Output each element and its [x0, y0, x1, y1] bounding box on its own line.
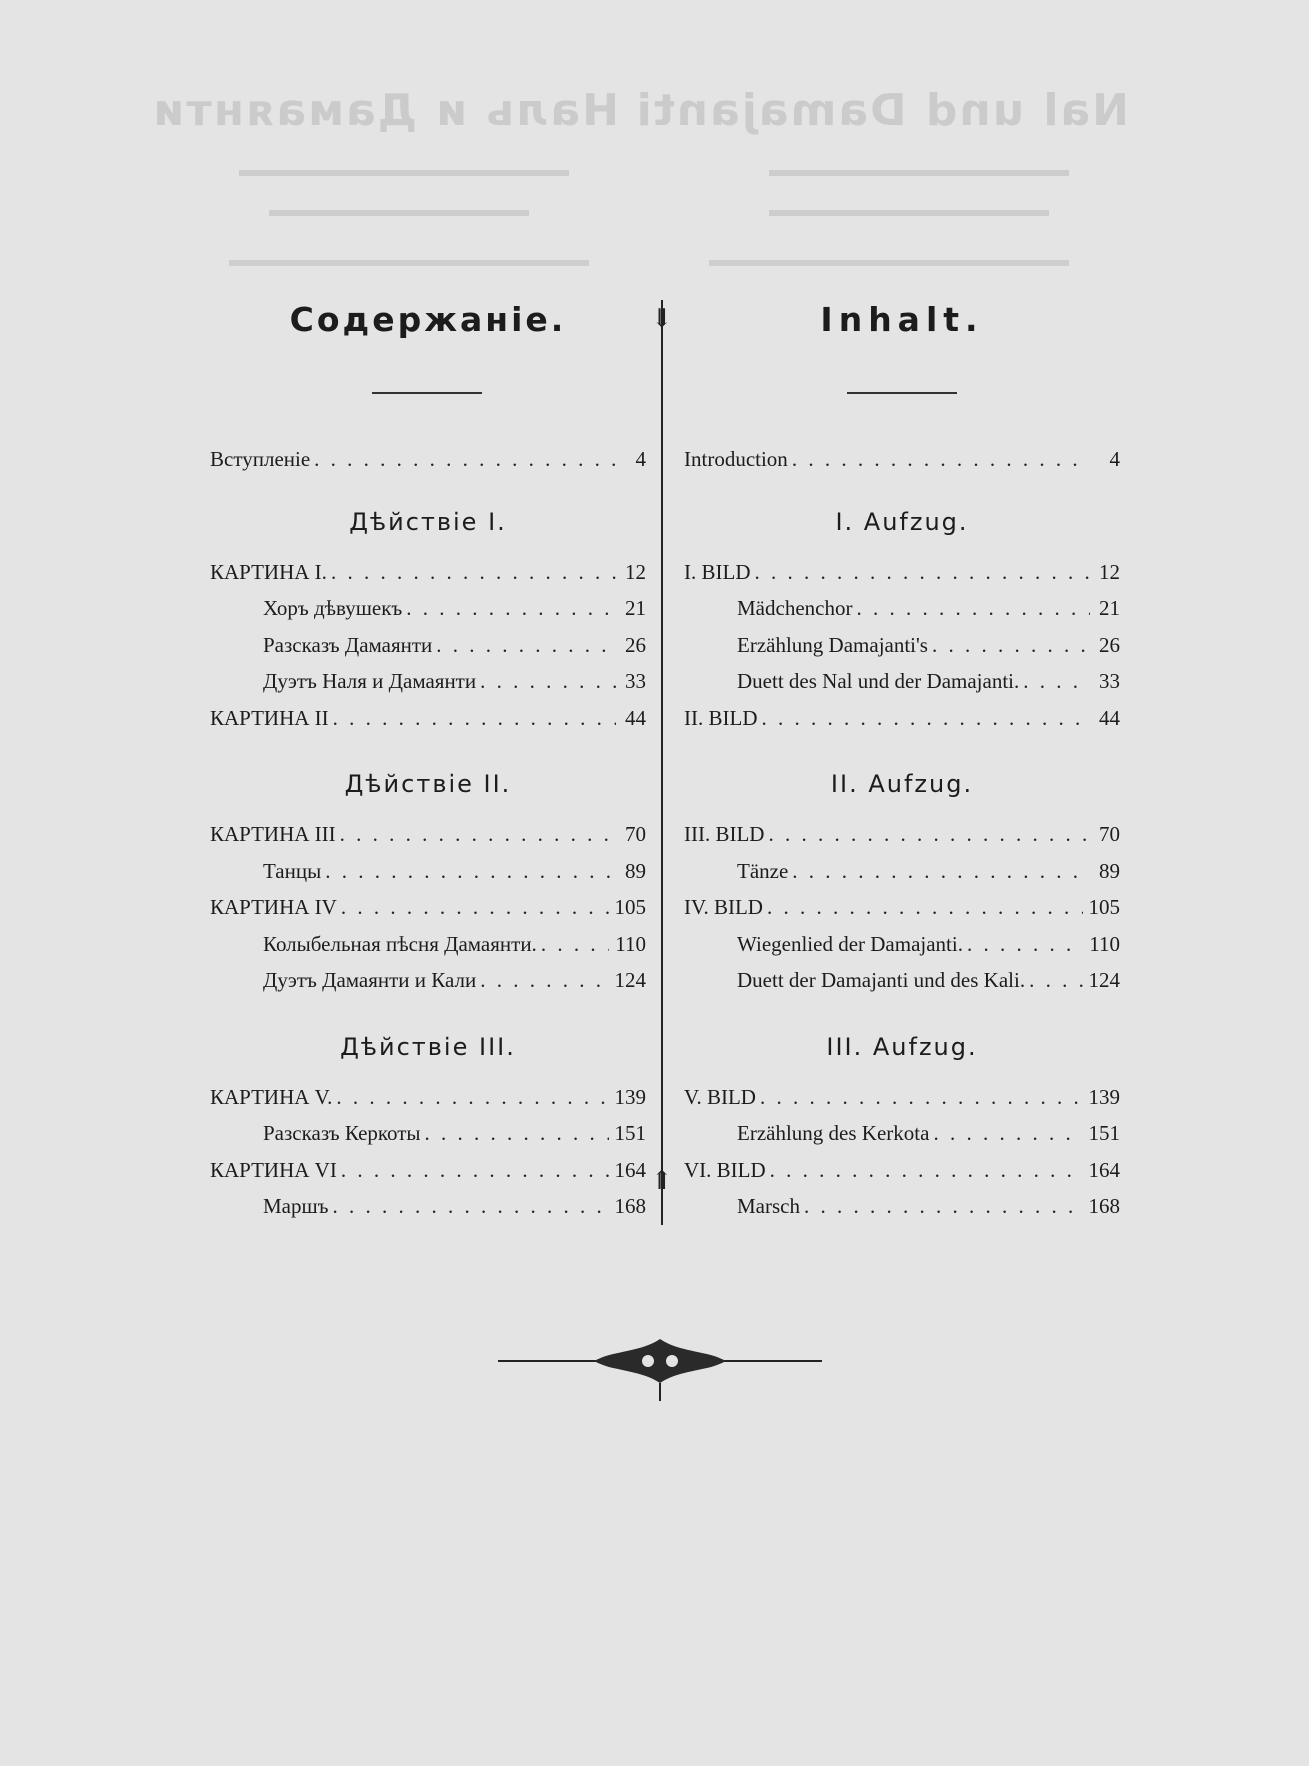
toc-page-number: 164 [614, 1157, 646, 1182]
toc-leader-dots [755, 560, 1091, 585]
center-divider [661, 300, 663, 1225]
toc-leader-dots [804, 1194, 1083, 1219]
toc-entry[interactable] [263, 1194, 646, 1222]
toc-leader-dots [967, 932, 1083, 957]
toc-page-number: 105 [1088, 895, 1120, 919]
toc-entry[interactable] [210, 706, 646, 734]
toc-entry-label: Маршъ [263, 1194, 329, 1218]
toc-entry[interactable] [263, 596, 646, 624]
toc-page-number: 139 [1088, 1084, 1120, 1109]
toc-entry-label: Mädchenchor [737, 596, 853, 620]
toc-page-number: 139 [614, 1084, 646, 1109]
toc-leader-dots [341, 895, 609, 920]
toc-entry[interactable] [737, 859, 1120, 887]
ghost-title-right: Наль и Дамаянти [151, 85, 619, 136]
heading-rule-left [372, 392, 482, 394]
toc-page-number: 70 [1099, 822, 1120, 846]
toc-page-number: 164 [1088, 1157, 1120, 1182]
toc-leader-dots [333, 706, 616, 731]
toc-entry-label: Duett des Nal und der Damajanti. [737, 669, 1020, 693]
toc-leader-dots [406, 596, 616, 621]
toc-page-number: 21 [1099, 596, 1120, 620]
toc-entry-label: III. BILD [684, 822, 765, 846]
toc-leader-dots [331, 560, 616, 585]
heading-german: Inhalt. [820, 300, 984, 339]
toc-entry[interactable] [684, 1158, 1120, 1186]
ghost-line [229, 260, 589, 266]
toc-entry[interactable] [684, 895, 1120, 923]
toc-entry-label: Танцы [263, 858, 322, 883]
toc-leader-dots [933, 1121, 1082, 1146]
act-heading: Дѣйствіе II. [344, 770, 512, 798]
divider-top-arrow-icon: ⇓ [651, 304, 673, 333]
toc-entry[interactable] [737, 1121, 1120, 1149]
toc-leader-dots [767, 895, 1083, 920]
toc-page-number: 70 [625, 822, 646, 846]
toc-entry-label: II. BILD [684, 705, 758, 730]
toc-entry[interactable] [263, 968, 646, 996]
toc-entry-label: VI. BILD [684, 1157, 766, 1182]
toc-page-number: 4 [1109, 447, 1120, 471]
toc-leader-dots [792, 447, 1090, 472]
toc-leader-dots [336, 1085, 608, 1110]
toc-leader-dots [932, 633, 1090, 658]
toc-leader-dots [761, 706, 1090, 731]
toc-entry[interactable] [737, 932, 1120, 960]
toc-page-number: 110 [1089, 931, 1120, 956]
toc-entry-label: Duett der Damajanti und des Kali. [737, 968, 1026, 992]
toc-page-number: 33 [1099, 669, 1120, 693]
toc-entry-label: Marsch [737, 1194, 800, 1218]
toc-entry[interactable] [737, 596, 1120, 624]
toc-page-number: 168 [614, 1194, 646, 1218]
toc-leader-dots [1029, 968, 1082, 993]
toc-entry[interactable] [210, 822, 646, 850]
toc-leader-dots [768, 822, 1090, 847]
toc-leader-dots [541, 932, 609, 957]
act-heading: Дѣйствіе I. [349, 507, 507, 536]
toc-entry-label: Дуэтъ Наля и Дамаянти [263, 669, 477, 693]
toc-page-number: 21 [625, 596, 646, 620]
toc-entry-label: Разсказъ Дамаянти [263, 632, 433, 657]
toc-entry[interactable] [737, 669, 1120, 697]
toc-entry-label: Erzählung des Kerkota [737, 1121, 930, 1145]
toc-page-number: 124 [614, 968, 646, 992]
toc-leader-dots [314, 447, 616, 472]
toc-leader-dots [760, 1085, 1083, 1110]
toc-entry-label: КАРТИНА II [210, 705, 329, 730]
toc-entry[interactable] [737, 1194, 1120, 1222]
toc-entry[interactable] [684, 447, 1120, 475]
heading-rule-right [847, 392, 957, 394]
toc-entry[interactable] [210, 1158, 646, 1186]
toc-entry[interactable] [263, 932, 646, 960]
act-heading: Дѣйствіе III. [340, 1032, 516, 1061]
toc-entry[interactable] [263, 1121, 646, 1149]
toc-entry[interactable] [263, 859, 646, 887]
ghost-line [769, 170, 1069, 176]
toc-entry[interactable] [210, 895, 646, 923]
toc-page-number: 151 [1088, 1121, 1120, 1145]
toc-page-number: 12 [1099, 559, 1120, 584]
toc-entry[interactable] [263, 669, 646, 697]
toc-leader-dots [480, 968, 608, 993]
toc-page-number: 44 [625, 705, 646, 730]
toc-entry[interactable] [737, 633, 1120, 661]
ghost-line [769, 210, 1049, 216]
toc-entry-label: Дуэтъ Дамаянти и Кали [263, 968, 477, 992]
toc-entry[interactable] [210, 560, 646, 588]
toc-entry-label: КАРТИНА III [210, 822, 336, 846]
ghost-title-left: Nal und Damajanti [634, 85, 1129, 136]
toc-entry-label: IV. BILD [684, 895, 763, 919]
toc-leader-dots [856, 596, 1090, 621]
ornament-divider-icon [498, 1333, 822, 1403]
toc-entry-label: КАРТИНА VI [210, 1157, 337, 1182]
toc-entry[interactable] [684, 706, 1120, 734]
toc-page-number: 44 [1099, 705, 1120, 730]
toc-entry[interactable] [684, 822, 1120, 850]
toc-entry-label: I. BILD [684, 559, 751, 584]
toc-entry[interactable] [737, 968, 1120, 996]
ghost-line [269, 210, 529, 216]
toc-entry-label: V. BILD [684, 1084, 756, 1109]
toc-entry[interactable] [210, 447, 646, 475]
toc-leader-dots [333, 1194, 609, 1219]
toc-entry-label: Колыбельная пѣсня Дамаянти. [263, 931, 537, 956]
toc-entry-label: Вступленіе [210, 447, 311, 471]
toc-leader-dots [436, 633, 616, 658]
toc-page-number: 89 [1099, 858, 1120, 883]
toc-page-number: 89 [625, 858, 646, 883]
toc-entry-label: КАРТИНА IV [210, 895, 337, 919]
toc-page-number: 151 [614, 1121, 646, 1145]
toc-leader-dots [425, 1121, 609, 1146]
toc-entry-label: Erzählung Damajanti's [737, 632, 928, 657]
toc-page-number: 33 [625, 669, 646, 693]
toc-entry[interactable] [684, 560, 1120, 588]
toc-page-number: 110 [615, 931, 646, 956]
toc-leader-dots [770, 1158, 1083, 1183]
toc-entry[interactable] [263, 633, 646, 661]
divider-bottom-arrow-icon: ⇑ [651, 1166, 673, 1195]
toc-leader-dots [792, 859, 1090, 884]
toc-entry-label: Introduction [684, 447, 788, 471]
toc-page-number: 12 [625, 559, 646, 584]
toc-leader-dots [325, 859, 616, 884]
toc-entry-label: Хоръ дѣвушекъ [263, 596, 403, 620]
toc-page-number: 105 [614, 895, 646, 919]
toc-entry[interactable] [210, 1085, 646, 1113]
toc-page-number: 26 [1099, 632, 1120, 657]
toc-page-number: 168 [1088, 1194, 1120, 1218]
toc-leader-dots [341, 1158, 609, 1183]
act-heading: I. Aufzug. [835, 507, 969, 536]
act-heading: II. Aufzug. [830, 770, 974, 798]
toc-page-number: 26 [625, 632, 646, 657]
toc-leader-dots [1023, 669, 1090, 694]
toc-entry[interactable] [684, 1085, 1120, 1113]
toc-page-number: 124 [1088, 968, 1120, 992]
ghost-line [709, 260, 1069, 266]
ghost-line [239, 170, 569, 176]
toc-leader-dots [480, 669, 616, 694]
bleed-through [0, 60, 1309, 290]
toc-entry-label: Wiegenlied der Damajanti. [737, 931, 963, 956]
toc-entry-label: Разсказъ Керкоты [263, 1121, 421, 1145]
toc-entry-label: Tänze [737, 858, 789, 883]
act-heading: III. Aufzug. [826, 1032, 978, 1061]
toc-entry-label: КАРТИНА I. [210, 559, 327, 584]
toc-leader-dots [340, 822, 616, 847]
heading-russian: Содержаніе. [289, 300, 567, 339]
toc-entry-label: КАРТИНА V. [210, 1084, 333, 1109]
toc-page-number: 4 [635, 447, 646, 471]
